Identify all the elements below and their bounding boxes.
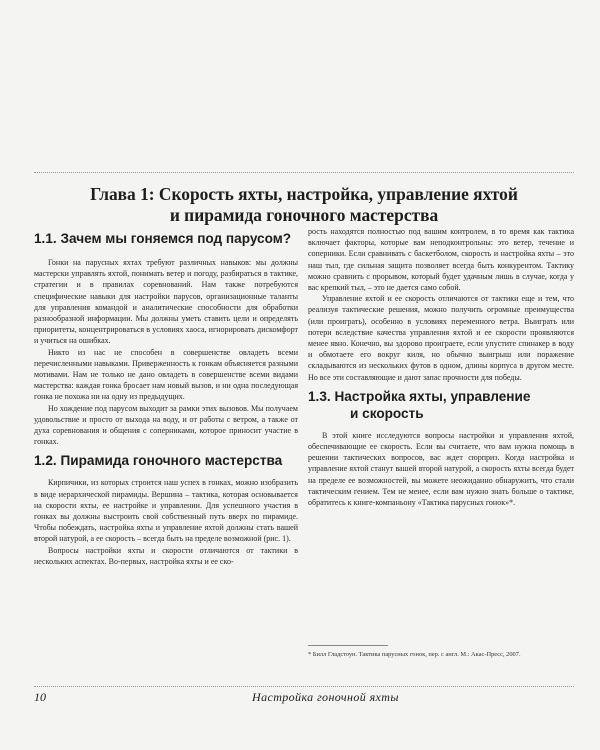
bottom-dotted-rule: [34, 686, 574, 687]
continued-paragraph: рость находятся полностью под вашим контролем, в то время как тактика включает факторы, которые вам неподконтрольны: это ветер, течение и соперники. Если сравнивать с баскетболом, скорость и настройка яхты – это наш тыл, где сильная защита позволяет всегда быть конкурентом. Тактику можно сравнить с прорывом, который будет удачным лишь в случае, когда у вас крепкий тыл, – это не дается само собой.: [308, 227, 574, 293]
section-1-2-paragraph: Кирпичики, из которых строится наш успех в гонках, можно изобразить в виде иерархической пирамиды. Вершина – тактика, которая основывается на скорости яхты, ее настройке и управлении. Для успешного участия в гонках вы должны выстроить свой собственный путь вверх по пирамиде. Чтобы побеждать, настройка яхты и управление яхтой должны стать вашей второй натурой, а ее скорость – всегда быть на пределе возможной (рис. 1).: [34, 478, 298, 544]
running-title: Настройка гоночной яхты: [252, 690, 399, 704]
top-dotted-rule: [34, 172, 574, 173]
footnote: * Билл Гладстоун. Тактика парусных гонок, пер. с англ. М.: Акас-Пресс, 2007.: [308, 651, 521, 658]
section-1-1-paragraph: Никто из нас не способен в совершенстве овладеть всеми перечисленными навыками. Приверженность к гонкам объясняется разными мотивами. Нам не только не дано овладеть в совершенстве всеми видами мастерства: каждая гонка бросает нам новый вызов, и ни одна последующая гонка не похожа ни на одну из предыдущих.: [34, 347, 298, 402]
section-1-3-paragraph: В этой книге исследуются вопросы настройки и управления яхтой, обеспечивающие ее скорость. Если вы считаете, что вам нужна помощь в решении тактических вопросов, вас ждет сюрприз. Когда настройка и управление яхтой станут вашей второй натурой, а скорость яхты всегда будет на пределе ее возможностей, вы можете неожиданно обнаружить, что стали тактическим гением. Тем не менее, если вам нужно знать больше о тактике, обратитесь к книге-компаньону «Тактика парусных гонок»*.: [308, 430, 574, 508]
section-1-2-paragraph: Вопросы настройки яхты и скорости отличаются от тактики в нескольких аспектах. Во-первых, настройка яхты и ее ско-: [34, 545, 298, 566]
section-1-3-heading: [308, 388, 574, 422]
section-1-2-heading: 1.2. Пирамида гоночного мастерства: [34, 453, 283, 469]
chapter-title-line-1: Глава 1: Скорость яхты, настройка, управление яхтой: [90, 184, 518, 204]
section-1-1-heading: 1.1. Зачем мы гоняемся под парусом?: [34, 231, 292, 246]
section-1-1-paragraph: Гонки на парусных яхтах требуют различных навыков: мы должны мастерски управлять яхтой, понимать ветер и погоду, разбираться в тактике, стратегии и в правилах соревнований. Нам также потребуются специфические навыки для настройки парусов, организационные таланты для управления командой и аналитические способности для обработки разнообразной информации. Мы должны уметь ставить цели и определять приоритеты, концентрироваться в условиях хаоса, игнорировать дискомфорт и учиться на ошибках.: [34, 258, 298, 346]
section-1-3-heading-line-1: 1.3. Настройка яхты, управление: [308, 388, 531, 404]
section-1-1-paragraph: Но хождение под парусом выходит за рамки этих вызовов. Мы получаем удовольствие и просто от выхода на воду, и от работы с ветром, а также от духа соревнования и общения с соперниками, которое приносит участие в гонках.: [34, 403, 298, 447]
left-column: [34, 230, 298, 567]
page-number: 10: [34, 690, 46, 704]
section-1-3-heading-line-2: и скорость: [350, 405, 424, 421]
right-paragraph: Управление яхтой и ее скорость отличаются от тактики еще и тем, что реализуя тактические решения, можно получить огромные преимущества (или проиграть), особенно в условиях переменного ветра. Выиграть или потери вследствие качества управления яхтой и ее скорости проявляются менее явно. Конечно, вы здорово проиграете, если упустите спинакер в воду и обмотаете его вокруг киля, но обычно выигрыш или поражение складываются из нескольких футов в одном, длины корпуса в другом месте. Но все эти составляющие и дают запас прочности для победы.: [308, 294, 574, 382]
footnote-rule: [308, 645, 388, 646]
chapter-title-line-2: и пирамида гоночного мастерства: [169, 205, 439, 225]
right-column: [308, 226, 574, 508]
chapter-title: [34, 184, 574, 226]
